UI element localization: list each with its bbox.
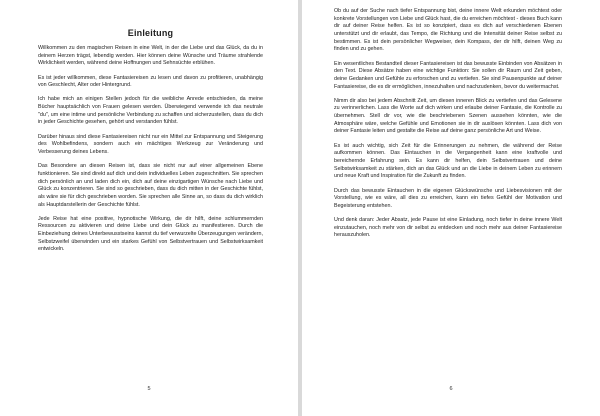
- paragraph: Darüber hinaus sind diese Fantasiereisen nicht nur ein Mittel zur Entspannung und Steigerung des Wohlbefindens, sondern auch ein mächtiges Werkzeug zur Veränderung und Verbesserung deines Lebens.: [38, 133, 263, 155]
- paragraph: Ob du auf der Suche nach tiefer Entspannung bist, deine innere Welt erkunden möchtest oder konkrete Vorstellungen von Liebe und Glück hast, die du erreichen möchtest - dieses Buch kann dir auf deiner Reise helfen. Es ist so konzipiert, dass es dich auf verschiedenen Ebenen unterstützt und dir erlaubt, das Tempo, die Richtung und die Intensität deiner Reise selbst zu bestimmen. Es ist dein persönlicher Wegweiser, dein Kompass, der dir hilft, deinen Weg zu finden und zu gehen.: [334, 8, 562, 53]
- right-page-content: [334, 8, 562, 247]
- paragraph: Das Besondere an diesen Reisen ist, dass sie nicht nur auf einer allgemeinen Ebene funktionieren. Sie sind direkt auf dich und dein individuelles Leben zugeschnitten. Sie sprechen dich persönlich an und laden dich ein, dich auf deine einzigartigen Wünsche nach Liebe und Glück zu konzentrieren. Sie sind so geschrieben, dass du dich mitten in der Geschichte fühlst, als wäre sie für dich geschrieben worden. Sie sprechen alle Sinne an, so dass du dich wirklich als Hauptdarstellerin der Geschichte fühlst.: [38, 163, 263, 208]
- left-page: [0, 0, 298, 416]
- paragraph: Willkommen zu den magischen Reisen in eine Welt, in der die Liebe und das Glück, da du in deinem Herzen trägst, lebendig werden. Hier können deine Wünsche und Träume strahlende Wirklichkeit werden, während deine Hoffnungen und Sehnsüchte erblühen.: [38, 45, 263, 67]
- paragraph: Nimm dir also bei jedem Abschnitt Zeit, um diesen inneren Blick zu vertiefen und das Gelesene zu verinnerlichen. Lass die Worte auf dich wirken und erlaube deiner Fantasie, die Kontrolle zu übernehmen. Stell dir vor, wie die beschriebenen Szenen aussehen könnten, wie die Atmosphäre wäre, welche Gefühle und Emotionen sie in dir auslösen könnten. Lass dich von deiner Fantasie leiten und gestalte die Reise auf deine ganz persönliche Art und Weise.: [334, 97, 562, 135]
- paragraph: Und denk daran: Jeder Absatz, jede Pause ist eine Einladung, noch tiefer in deine innere Welt einzutauchen, noch mehr von dir selbst zu entdecken und noch mehr aus deiner Fantasiereise herauszuholen.: [334, 217, 562, 239]
- page-number: 6: [449, 386, 453, 392]
- paragraph: Es ist jeder willkommen, diese Fantasiereisen zu lesen und davon zu profitieren, unabhängig von Geschlecht, Alter oder Hintergrund.: [38, 74, 263, 89]
- chapter-title: Einleitung: [127, 28, 174, 38]
- left-page-content: [38, 28, 263, 261]
- paragraph: Ein wesentliches Bestandteil dieser Fantasiereisen ist das bewusste Einbinden von Absätzen in den Text. Diese Absätze haben eine wichtige Funktion: Sie sollen dir Raum und Zeit geben, deine Gedanken und Gefühle zu erforschen und zu vertiefen. Sie sind Pausenpunkte auf deiner Fantasiereise, die es dir ermöglichen, innezuhalten und nachzudenken, bevor du weitermachst.: [334, 60, 562, 90]
- paragraph: Jede Reise hat eine positive, hypnotische Wirkung, die dir hilft, deine schlummernden Ressourcen zu aktivieren und deine Liebe und dein Glück zu manifestieren. Durch die Einbeziehung deines Unterbewusstseins kannst du tief verwurzelte Überzeugungen verändern, Selbstzweifel überwinden und ein starkes Gefühl von Selbstvertrauen und Selbstwirksamkeit entwickeln.: [38, 215, 263, 253]
- paragraph: Durch das bewusste Eintauchen in die eigenen Glückswünsche und Liebesvisionen mit der Vorstellung, wie es wäre, all dies zu erreichen, kann ein tiefes Gefühl der Motivation und Begeisterung entstehen.: [334, 187, 562, 209]
- paragraph: Es ist auch wichtig, sich Zeit für die Erinnerungen zu nehmen, die während der Reise aufkommen können. Das Eintauchen in die Vergangenheit kann eine kraftvolle und bereichernde Erfahrung sein. Es kann dir helfen, dein Selbstvertrauen und deine Selbstwirksamkeit zu stärken, dich an das Glück und an die Liebe in deinem Leben zu erinnern und neue Kraft und Inspiration für die Zukunft zu finden.: [334, 142, 562, 180]
- right-page: [302, 0, 600, 416]
- page-number: 5: [147, 386, 151, 392]
- paragraph: Ich habe mich an einigen Stellen jedoch für die weibliche Anrede entschieden, da meine Bücher hauptsächlich von Frauen gelesen werden. Überwiegend verwende ich das neutrale "du", um eine intime und persönliche Verbindung zu schaffen und sicherzustellen, dass du dich in jeder Geschichte gesehen, gehört und verstanden fühlst.: [38, 96, 263, 126]
